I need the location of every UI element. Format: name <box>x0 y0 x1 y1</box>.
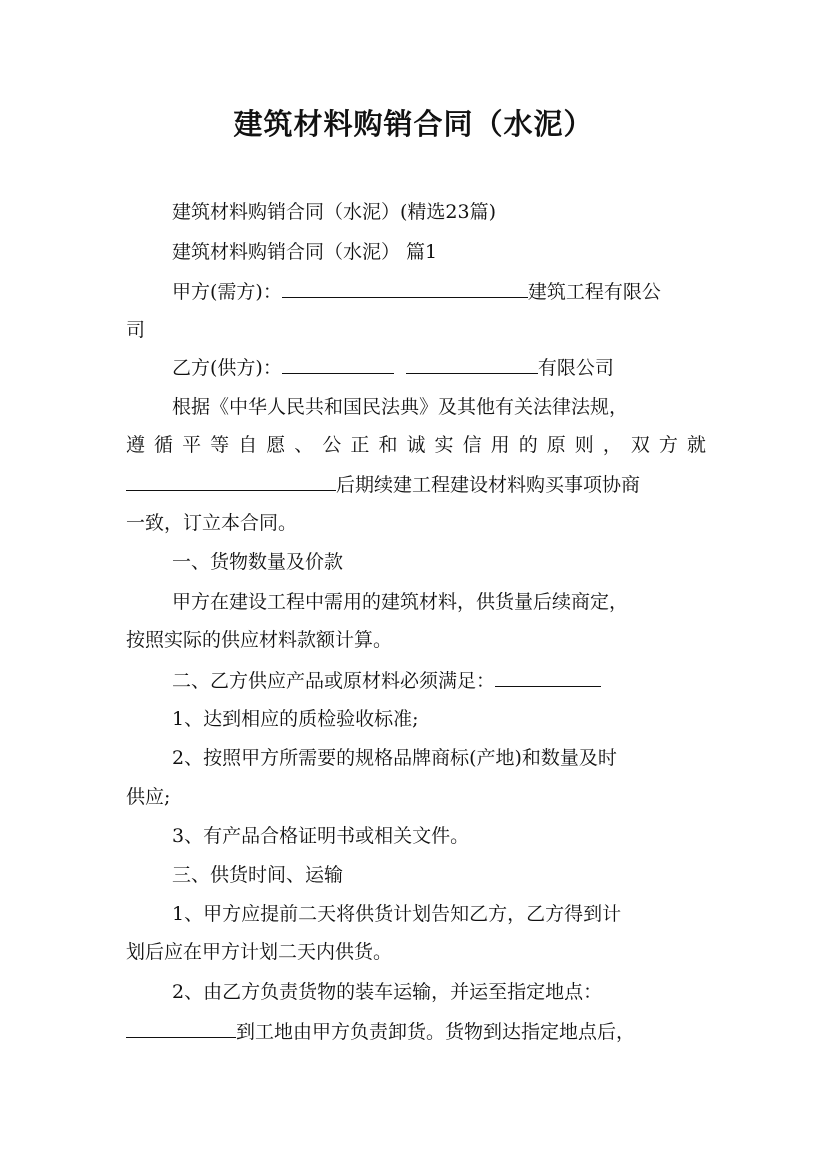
party-a-line <box>172 279 706 304</box>
document-title: 建筑材料购销合同（水泥） <box>233 107 594 141</box>
subtitle-line: 建筑材料购销合同（水泥）(精选23篇) <box>172 201 497 223</box>
party-b-label: 乙方(供方)： <box>172 357 282 379</box>
paragraph-line: 根据《中华人民共和国民法典》及其他有关法律法规， <box>172 396 629 418</box>
list-item: 2、由乙方负责货物的装车运输，并运至指定地点： <box>172 981 603 1003</box>
paragraph-text: 到工地由甲方负责卸货。货物到达指定地点后， <box>236 1021 636 1043</box>
party-a-label: 甲方(需方)： <box>172 281 282 303</box>
paragraph-line: 一致，订立本合同。 <box>126 512 298 534</box>
list-item: 2、按照甲方所需要的规格品牌商标(产地)和数量及时 <box>172 747 617 769</box>
blank-line <box>126 472 336 491</box>
list-item: 1、达到相应的质检验收标准; <box>172 708 419 730</box>
section-heading: 建筑材料购销合同（水泥） 篇1 <box>172 241 438 263</box>
paragraph-line: 按照实际的供应材料款额计算。 <box>126 629 393 651</box>
blank-line <box>282 355 394 374</box>
list-item: 3、有产品合格证明书或相关文件。 <box>172 825 470 847</box>
list-item: 1、甲方应提前二天将供货计划告知乙方，乙方得到计 <box>172 903 622 925</box>
section-heading-text: 二、乙方供应产品或原材料必须满足： <box>172 670 496 692</box>
section-heading <box>172 668 706 693</box>
paragraph-text: 后期续建工程建设材料购买事项协商 <box>336 474 641 496</box>
section-heading: 三、供货时间、运输 <box>172 864 344 886</box>
party-b-company: 有限公司 <box>537 357 614 379</box>
party-b-line <box>172 355 706 380</box>
paragraph-line: 甲方在建设工程中需用的建筑材料，供货量后续商定， <box>172 591 629 613</box>
section-heading: 一、货物数量及价款 <box>172 551 344 573</box>
paragraph-line <box>126 1019 706 1044</box>
blank-line <box>282 279 528 298</box>
paragraph-line: 司 <box>126 319 146 341</box>
party-a-company: 建筑工程有限公 <box>527 281 661 303</box>
paragraph-line: 遵循平等自愿、公正和诚实信用的原则，双方就 <box>126 434 706 456</box>
blank-line <box>126 1019 236 1038</box>
paragraph-line: 供应; <box>126 786 171 808</box>
paragraph-line <box>126 472 706 497</box>
paragraph-line: 划后应在甲方计划二天内供货。 <box>126 941 393 963</box>
blank-line <box>406 355 538 374</box>
blank-line <box>495 668 601 687</box>
